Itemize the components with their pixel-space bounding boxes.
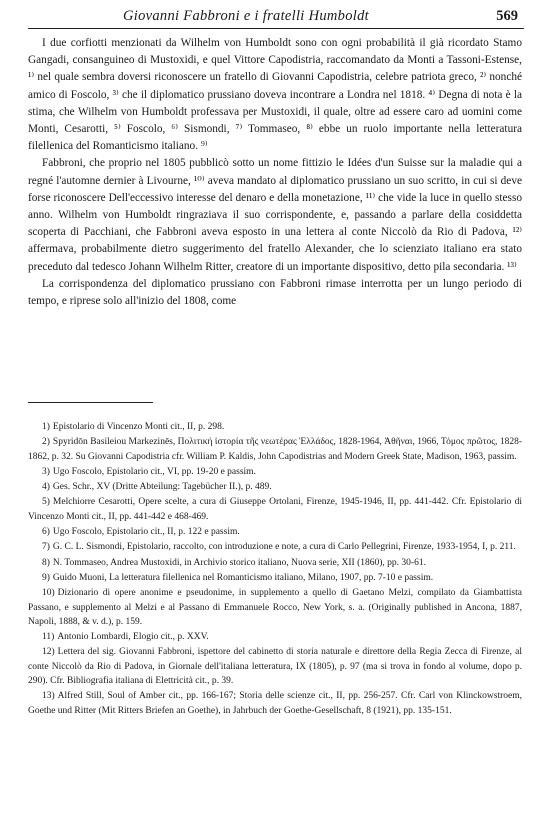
- footnote-number: 7): [42, 542, 50, 553]
- running-title: Giovanni Fabbroni e i fratelli Humboldt: [123, 8, 369, 24]
- footnote-number: 12): [42, 647, 55, 658]
- body-paragraph: La corrispondenza del diplomatico prussiano con Fabbroni rimase interrotta per un lungo periodo di tempo, e riprese solo all'inizio del 1808, come: [28, 277, 522, 308]
- footnote-text: Antonio Lombardi, Elogio cit., p. XXV.: [57, 632, 209, 643]
- running-header: [28, 6, 524, 29]
- footnote: [28, 630, 522, 644]
- footnote-number: 3): [42, 466, 50, 477]
- footnote-text: Lettera del sig. Giovanni Fabbroni, ispettore del cabinetto di storia naturale e direttore della Regia Zecca di Firenze, al conte Niccolò da Rio di Padova, in Giornale dell'italiana letteratura, IX (1805), p. 97 (ma si trova in fondo al volume, dopo p. 290). Cfr. Bibliografia italiana di Elettricità cit., p. 39.: [28, 647, 522, 687]
- footnote-text: N. Tommaseo, Andrea Mustoxidi, in Archivio storico italiano, Nuova serie, XII (1860), pp. 30-61.: [52, 557, 426, 568]
- page-number: 569: [496, 8, 518, 24]
- footnote-text: Guido Muoni, La letteratura filellenica nel Romanticismo italiano, Milano, 1907, pp. 7-10 e passim.: [52, 572, 434, 583]
- footnote-number: 1): [42, 422, 50, 432]
- footnote-number: 2): [42, 437, 50, 448]
- footnote: [28, 435, 522, 464]
- footnote-text: Epistolario di Vincenzo Monti cit., II, p. 298.: [52, 422, 225, 432]
- footnote-text: Spyridōn Basileiou Markezinēs, Πολιτική ἱστορία τῆς νεωτέρας Ἑλλάδος, 1828-1964, Ἀθῆναι, 1966, Τόμος πρῶτος, 1828-1862, p. 32. Su Giovanni Capodistria cfr. William P. Kaldis, John Capodistrias and Modern Greek State, Madison, 1963, passim.: [28, 437, 522, 462]
- footnote: [28, 540, 522, 554]
- footnote-text: Ugo Foscolo, Epistolario cit., VI, pp. 19-20 e passim.: [52, 466, 256, 477]
- footnote: [28, 525, 522, 539]
- footnote-number: 9): [42, 572, 50, 583]
- footnote: [28, 645, 522, 688]
- footnote-text: Ges. Schr., XV (Dritte Abteilung: Tagebücher II.), p. 489.: [52, 482, 272, 493]
- footnote-separator: [28, 402, 153, 403]
- body-paragraph: I due corfiotti menzionati da Wilhelm von Humboldt sono con ogni probabilità il già ricordato Stamo Gangadi, consanguineo di Mustoxidi, e quel Vittore Capodistria, raccomandato da Monti a Tassoni-Estense, ¹⁾ nel quale sembra doversi riconoscere un fratello di Giovanni Capodistria, celebre patriota greco, ²⁾ nonché amico di Foscolo, ³⁾ che il diplomatico prussiano doveva incontrare a Londra nel 1818. ⁴⁾ Degna di nota è la stima, che Wilhelm von Humboldt professava per Mustoxidi, il quale, oltre ad essere caro ad uomini come Monti, Cesarotti, ⁵⁾ Foscolo, ⁶⁾ Sismondi, ⁷⁾ Tommaseo, ⁸⁾ ebbe un ruolo importante nella letteratura filellenica del Romanticismo italiano. ⁹⁾: [28, 37, 522, 153]
- footnote-number: 11): [42, 632, 55, 643]
- footnote: [28, 420, 522, 434]
- footnote-number: 4): [42, 482, 50, 493]
- body-paragraph: Fabbroni, che proprio nel 1805 pubblicò sotto un nome fittizio le Idées d'un Suisse sur la maladie qui a regné l'automne dernier à Livourne, ¹⁰⁾ aveva mandato al diplomatico prussiano un suo scritto, in cui si deve forse riconoscere Dell'eccessivo interesse del denaro e della monetazione, ¹¹⁾ che vide la luce in quello stesso anno. Wilhelm von Humboldt ringraziava il suo corrispondente, e, passando a parlare della cosiddetta scoperta di Pacchiani, che Fabbroni aveva esposto in una lettera al conte Niccolò da Rio di Padova, ¹²⁾ affermava, probabilmente dietro suggerimento del fratello Alexander, che lo scienziato italiano era stato preceduto dal tedesco Johann Wilhelm Ritter, creatore di un importante dispositivo, detto pila secondaria. ¹³⁾: [28, 157, 522, 273]
- footnote: [28, 495, 522, 524]
- footnote-number: 10): [42, 588, 55, 599]
- footnote-number: 6): [42, 527, 50, 538]
- footnote-number: 13): [42, 691, 55, 702]
- footnote: [28, 586, 522, 629]
- footnote: [28, 571, 522, 585]
- footnote-number: 8): [42, 557, 50, 568]
- footnote-number: 5): [42, 497, 50, 508]
- footnote: [28, 465, 522, 479]
- footnote: [28, 689, 522, 718]
- footnotes: [28, 420, 522, 719]
- footnote-text: Dizionario di opere anonime e pseudonime, in supplemento a quello di Gaetano Melzi, compilato da Giambattista Passano, e supplemento al Melzi e al Passano di Emmanuele Rocco, New York, s. a. (Originally published in Ancona, 1887, Napoli, 1888, & v. d.), p. 159.: [28, 588, 522, 627]
- footnote-text: Ugo Foscolo, Epistolario cit., II, p. 122 e passim.: [52, 527, 240, 538]
- footnote-text: Melchiorre Cesarotti, Opere scelte, a cura di Giuseppe Ortolani, Firenze, 1945-1946, II, pp. 441-442. Cfr. Epistolario di Vincenzo Monti cit., II, pp. 441-442 e 468-469.: [28, 497, 522, 522]
- main-text: [28, 35, 522, 310]
- footnote-text: G. C. L. Sismondi, Epistolario, raccolto, con introduzione e note, a cura di Carlo Pellegrini, Firenze, 1933-1954, I, p. 211.: [52, 542, 516, 553]
- footnote: [28, 556, 522, 570]
- footnote-text: Alfred Still, Soul of Amber cit., pp. 166-167; Storia delle scienze cit., II, pp. 256-257. Cfr. Carl von Klinckowstroem, Goethe und Ritter (Mit Ritters Briefen an Goethe), in Jahrbuch der Goethe-Gesellschaft, 8 (1921), pp. 135-151.: [28, 691, 522, 716]
- footnote: [28, 480, 522, 494]
